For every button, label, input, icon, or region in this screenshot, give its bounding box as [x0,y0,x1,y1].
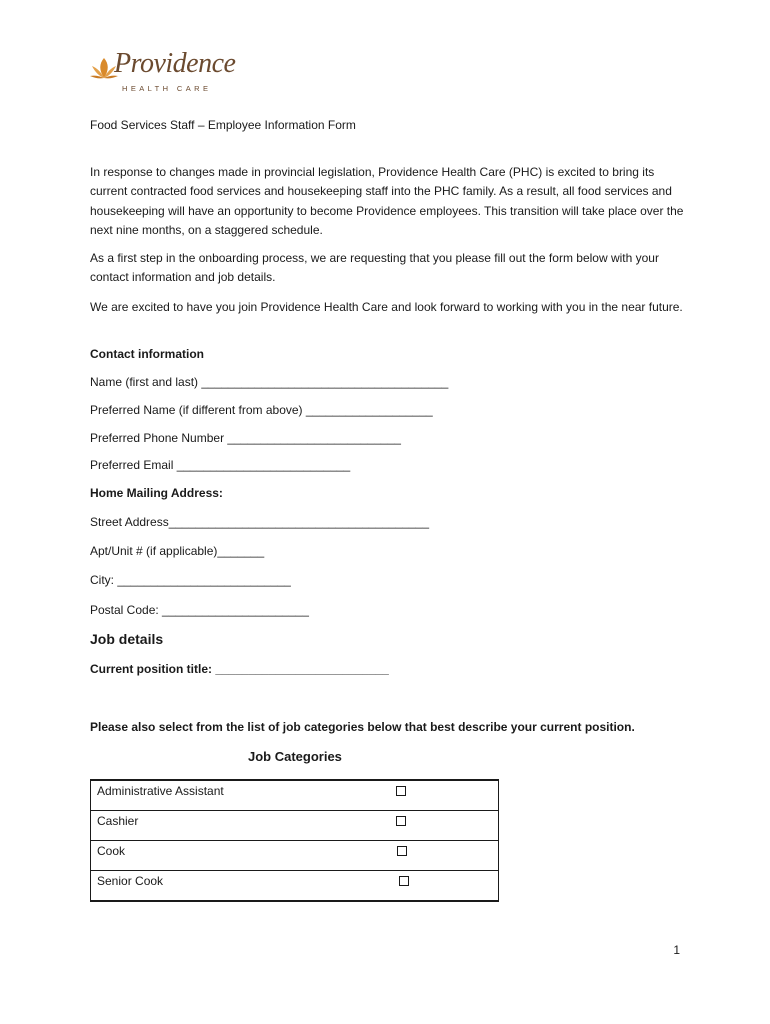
preferred-name-field[interactable]: Preferred Name (if different from above) ___________________ [90,403,433,417]
checkbox-cashier[interactable] [396,816,406,826]
phone-field[interactable]: Preferred Phone Number __________________________ [90,431,401,445]
checkbox-senior-cook[interactable] [399,876,409,886]
street-field[interactable]: Street Address_______________________________________ [90,515,429,529]
onboarding-paragraph: As a first step in the onboarding process, we are requesting that you please fill out the form below with your contact information and job details. [90,251,659,285]
email-field[interactable]: Preferred Email __________________________ [90,458,351,472]
form-title: Food Services Staff – Employee Information Form [90,118,356,132]
name-field[interactable]: Name (first and last) _____________________________________ [90,375,449,389]
table-row [91,871,499,902]
job-details-heading: Job details [90,631,164,647]
apt-field[interactable]: Apt/Unit # (if applicable)_______ [90,544,265,558]
page-number: 1 [673,943,680,957]
postal-code-field[interactable]: Postal Code: ______________________ [90,603,309,617]
providence-logo [90,48,236,98]
table-row [91,841,499,871]
city-field[interactable]: City: __________________________ [90,573,291,587]
category-label: Senior Cook [97,874,164,888]
welcome-paragraph: We are excited to have you join Providence Health Care and look forward to working with you in the near future. [90,300,683,314]
category-label: Administrative Assistant [97,784,224,798]
intro-paragraph: In response to changes made in provincial legislation, Providence Health Care (PHC) is excited to bring its current contracted food services and housekeeping staff into the PHC family. As a result, all food services and housekeeping will have an opportunity to become Providence employees. This transition will take place over the next nine months, on a staggered schedule. [90,165,684,237]
job-category-instruction: Please also select from the list of job categories below that best describe your current position. [90,720,635,734]
logo-wordmark: Providence [114,48,236,79]
table-row [91,780,499,811]
checkbox-cook[interactable] [397,846,407,856]
category-label: Cashier [97,814,139,828]
checkbox-administrative-assistant[interactable] [396,786,406,796]
contact-heading: Contact information [90,347,204,361]
job-categories-table [90,779,499,902]
category-label: Cook [97,844,126,858]
position-title-field[interactable]: Current position title: __________________________ [90,662,389,676]
table-row [91,811,499,841]
logo-subtitle: HEALTH CARE [122,84,212,93]
address-heading: Home Mailing Address: [90,486,223,500]
job-categories-title: Job Categories [248,749,342,764]
